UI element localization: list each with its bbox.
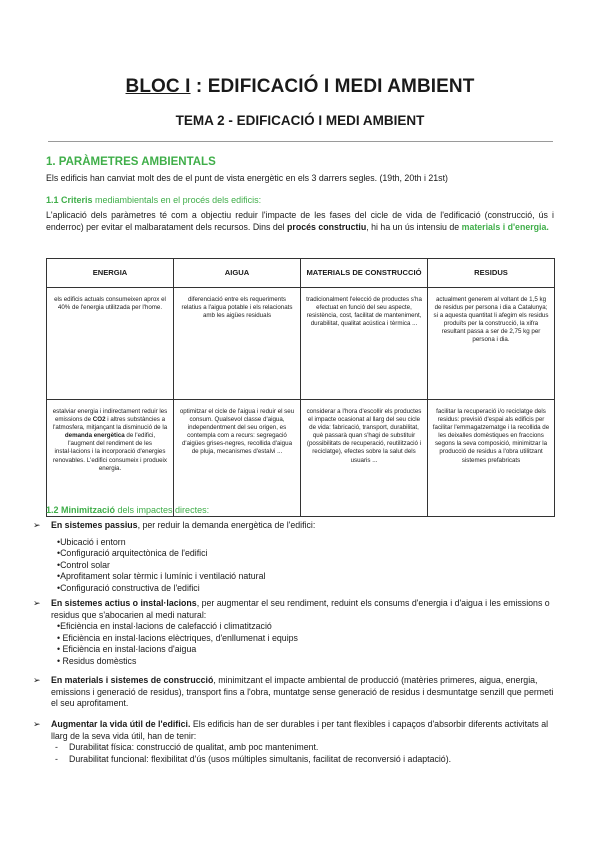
list-item: • Eficiència en instal·lacions elèctriques, d'enllumenat i equips bbox=[57, 632, 298, 643]
bullet-text: , minimitzant el impacte ambiental de producció (matèries primeres, aigua, energia, emissions i generació de residus), transport fins a l'obra, muntatge sense generació de residus i desmuntatge senzill que permeti el seu aprofitament. bbox=[51, 675, 554, 708]
arrow-bullet-icon: ➢ bbox=[33, 719, 41, 729]
bullet-text: , per augmentar el seu rendiment, reduint els consums d'energia i d'aigua i les emissions o residus que s'abocarien al medi natural: bbox=[51, 598, 550, 620]
cell-bold: demanda energètica bbox=[64, 432, 125, 440]
list-item bbox=[33, 742, 555, 754]
subsection-heading-1-1 bbox=[46, 195, 261, 205]
dash-text: Durabilitat funcional: flexibilitat d'ús (usos múltiples simultanis, facilitat de reconversió i adaptació). bbox=[69, 753, 452, 764]
list-item bbox=[33, 520, 555, 532]
title-rest: : EDIFICACIÓ I MEDI AMBIENT bbox=[190, 76, 475, 97]
para-highlight: materials i d'energia. bbox=[461, 221, 549, 232]
dash-bullet: - bbox=[55, 742, 58, 752]
list-item: •Configuració constructiva de l'edifici bbox=[57, 582, 200, 593]
sub-list bbox=[33, 537, 555, 595]
table-header: AIGUA bbox=[174, 259, 301, 288]
table-cell: considerar a l'hora d'escollir els productes el impacte ocasionat al llarg del seu cicle de vida: fabricació, transport, durabilitat, què passarà quan s'hagi de substituir (possibilitats de recuperació, reutilització i reciclatge), efectes sobre la salut dels usuaris ... bbox=[301, 400, 428, 517]
para-text: , hi ha un ús intensiu de bbox=[366, 221, 462, 232]
table-cell bbox=[47, 400, 174, 517]
table-cell: actualment generem al voltant de 1,5 kg de residus per persona i dia a Catalunya; si a aquesta quantitat li afegim els residus produïts per la construcció, la xifra resultant passa a ser de 2,75 kg per persona i dia. bbox=[428, 288, 555, 400]
dash-text: Durabilitat física: construcció de qualitat, amb poc manteniment. bbox=[69, 742, 319, 752]
subsection-title: mediambientals en el procés dels edificis: bbox=[92, 195, 262, 205]
bullet-actius bbox=[33, 598, 555, 667]
arrow-bullet-icon: ➢ bbox=[33, 598, 41, 608]
cell-bold: CO2 bbox=[92, 416, 106, 424]
table-header: ENERGIA bbox=[47, 259, 174, 288]
list-item bbox=[33, 598, 555, 621]
section-heading: 1. PARÀMETRES AMBIENTALS bbox=[46, 156, 216, 168]
title-bloc: BLOC I bbox=[125, 76, 191, 97]
bullet-vida bbox=[33, 719, 555, 765]
table-header: RESIDUS bbox=[428, 259, 555, 288]
intro-paragraph: Els edificis han canviat molt des de el punt de vista energètic en els 3 darrers segles. (19th, 20th i 21st) bbox=[46, 173, 448, 183]
cell-text: i altres substàncies a l'atmosfera, mitjançant la disminució de la bbox=[52, 416, 168, 432]
criteria-table bbox=[46, 258, 555, 517]
criteria-paragraph bbox=[46, 210, 554, 233]
list-item: •Configuració arquitectònica de l'edifici bbox=[57, 548, 208, 558]
para-text: L'aplicació dels paràmetres té com a objectiu reduir l'impacte de les fases del cicle de vida de l'edificació (construcció, ús i enderroc) per evitar el malbaratament dels recursos. Dins del bbox=[46, 210, 554, 232]
table-header-row bbox=[47, 259, 555, 288]
list-item: •Ubicació i entorn bbox=[57, 536, 126, 547]
subsection-number: 1.2 Minimització bbox=[46, 505, 116, 515]
cell-text: estalviar energia i indirectament reduir les emissions de bbox=[52, 408, 168, 424]
para-bold: procés constructiu bbox=[287, 221, 367, 232]
sub-list bbox=[33, 621, 555, 667]
table-header: MATERIALS DE CONSTRUCCIÓ bbox=[301, 259, 428, 288]
list-item bbox=[33, 719, 555, 742]
table-cell: optimitzar el cicle de l'aigua i reduir el seu consum. Qualsevol classe d'aigua, independentment del seu origen, es contempla com a recurs: segregació d'aigües grises-negres, recollida d'aigua de pluja, mecanismes d'estalvi ... bbox=[174, 400, 301, 517]
arrow-bullet-icon: ➢ bbox=[33, 520, 41, 530]
cell-text: de l'edifici, l'augment del rendiment de les instal·lacions i la incorporació d'energies renovables. L'edifici consumeix i produeix energia. bbox=[53, 432, 167, 472]
table-cell: els edificis actuals consumeixen aprox el 40% de l'energia utilitzada per l'home. bbox=[47, 288, 174, 400]
list-item bbox=[33, 675, 555, 710]
list-item: • Residus domèstics bbox=[57, 655, 137, 666]
bullet-bold: En sistemes actius o instal·lacions bbox=[51, 598, 197, 608]
list-item: •Control solar bbox=[57, 559, 110, 570]
document-title bbox=[0, 76, 600, 98]
table-cell: tradicionalment l'elecció de productes s'ha efectuat en funció del seu aspecte, resistència, cost, facilitat de manteniment, durabilitat, qualitat acústica i tèrmica ... bbox=[301, 288, 428, 400]
table-row bbox=[47, 400, 555, 517]
subsection-number: 1.1 Criteris bbox=[46, 195, 93, 205]
bullet-text: , per reduir la demanda energètica de l'edifici: bbox=[137, 520, 316, 530]
list-item: •Aprofitament solar tèrmic i lumínic i ventilació natural bbox=[57, 571, 266, 581]
table-cell: diferenciació entre els requeriments relatius a l'aigua potable i els relacionats amb les aigües residuals bbox=[174, 288, 301, 400]
list-item: •Eficiència en instal·lacions de calefacció i climatització bbox=[57, 621, 272, 631]
bullet-bold: En materials i sistemes de construcció bbox=[51, 675, 214, 685]
list-item: • Eficiència en instal·lacions d'aigua bbox=[57, 644, 197, 654]
arrow-bullet-icon: ➢ bbox=[33, 675, 41, 685]
divider bbox=[48, 141, 553, 142]
bullet-bold: En sistemes passius bbox=[51, 520, 138, 530]
subsection-heading-1-2 bbox=[46, 505, 209, 515]
table-cell: facilitar la recuperació i/o reciclatge dels residus: previsió d'espai als edificis per facilitar l'emmagatzematge i la recollida de les deixalles domèstiques en fraccions segons la seva composició, minimitzar la producció de residus a l'obra utilitzant sistemes prefabricats bbox=[428, 400, 555, 517]
document-subtitle: TEMA 2 - EDIFICACIÓ I MEDI AMBIENT bbox=[175, 113, 425, 128]
bullet-materials bbox=[33, 675, 555, 710]
list-item bbox=[33, 754, 555, 766]
subsection-title: dels impactes directes: bbox=[115, 505, 210, 515]
dash-bullet: - bbox=[55, 753, 58, 764]
bullet-bold: Augmentar la vida útil de l'edifici. bbox=[51, 719, 191, 729]
bullet-passius bbox=[33, 520, 555, 594]
bullet-text: Els edificis han de ser durables i per tant flexibles i capaços d'absorbir diferents activitats al llarg de la seva vida útil, han de tenir: bbox=[51, 719, 549, 741]
table-row bbox=[47, 288, 555, 400]
